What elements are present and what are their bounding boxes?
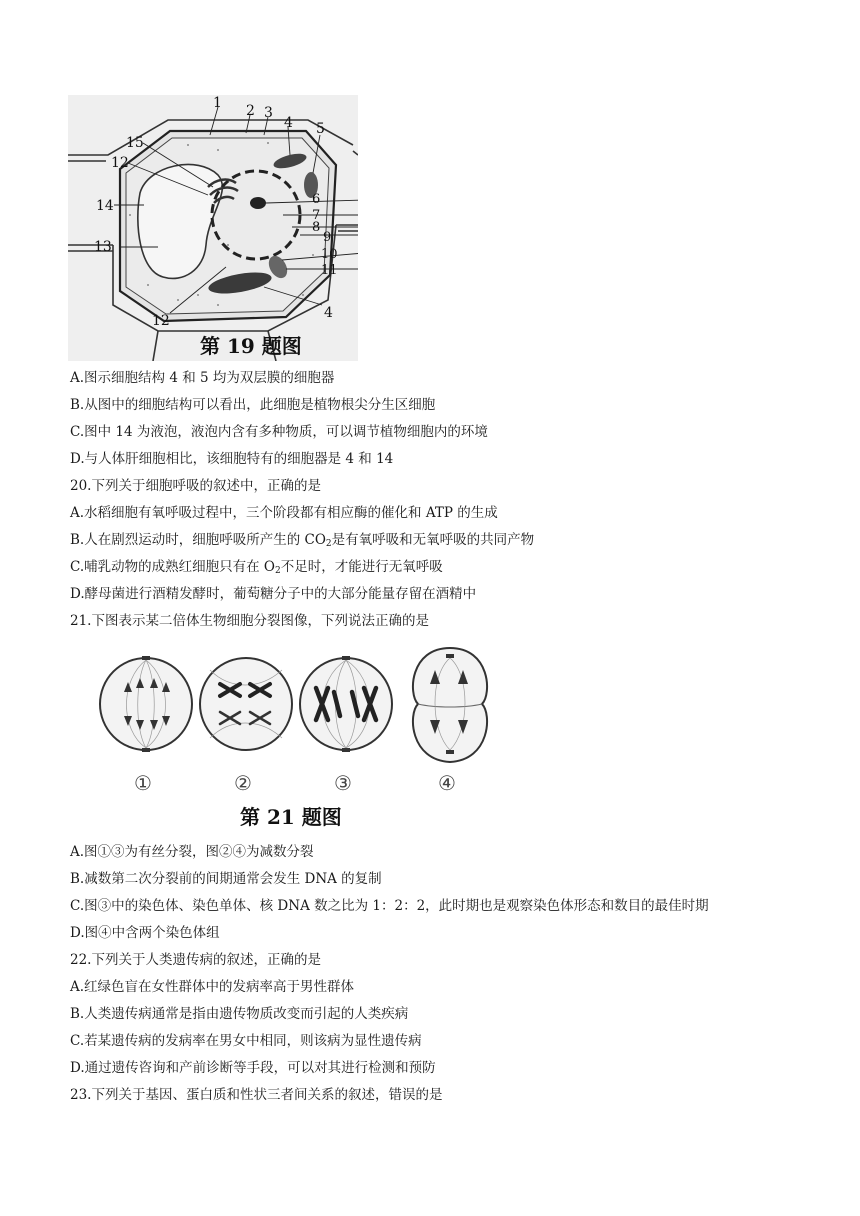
figure-19 [68, 95, 358, 361]
panel-label-2: ② [234, 771, 252, 795]
label-13: 13 [94, 239, 112, 255]
plant-cell-diagram [68, 95, 358, 361]
label-1: 1 [213, 95, 222, 111]
label-11: 11 [321, 263, 338, 278]
panel-label-4: ④ [438, 771, 456, 795]
label-12-lower: 12 [152, 313, 170, 329]
label-3: 3 [264, 105, 273, 121]
label-14: 14 [96, 198, 114, 214]
label-12: 12 [111, 155, 129, 171]
cell-1 [100, 656, 192, 752]
label-7: 7 [312, 208, 321, 223]
label-4: 4 [284, 115, 293, 131]
q20-option-b: B.人在剧烈运动时，细胞呼吸所产生的 $CO_2$是有氧呼吸和无氧呼吸的共同产物 [70, 532, 535, 549]
q19-option-c: C.图中 14 为液泡，液泡内含有多种物质，可以调节植物细胞内的环境 [70, 424, 488, 440]
panel-label-3: ③ [334, 771, 352, 795]
figure-19-caption: 第 19 题图 [200, 334, 302, 358]
q21-stem: 21.下图表示某二倍体生物细胞分裂图像，下列说法正确的是 [70, 613, 429, 629]
q21-option-a: A.图①③为有丝分裂，图②④为减数分裂 [70, 844, 314, 860]
q19-option-d: D.与人体肝细胞相比，该细胞特有的细胞器是 4 和 14 [70, 451, 394, 467]
q19-option-a: A.图示细胞结构 4 和 5 均为双层膜的细胞器 [70, 370, 335, 386]
q20-option-d: D.酵母菌进行酒精发酵时，葡萄糖分子中的大部分能量存留在酒精中 [70, 586, 477, 602]
q20-option-a: A.水稻细胞有氧呼吸过程中，三个阶段都有相应酶的催化和 ATP 的生成 [70, 505, 498, 521]
label-4-lower: 4 [324, 305, 333, 321]
q21-option-b: B.减数第二次分裂前的间期通常会发生 DNA 的复制 [70, 871, 382, 887]
label-10: 10 [321, 247, 338, 262]
label-15: 15 [126, 135, 144, 151]
q23-stem: 23.下列关于基因、蛋白质和性状三者间关系的叙述，错误的是 [70, 1087, 443, 1103]
q22-option-a: A.红绿色盲在女性群体中的发病率高于男性群体 [70, 979, 355, 995]
q22-option-c: C.若某遗传病的发病率在男女中相同，则该病为显性遗传病 [70, 1033, 422, 1049]
cell-division-diagram [90, 640, 500, 835]
figure-21-caption: 第 21 题图 [240, 805, 342, 829]
panel-label-1: ① [134, 771, 152, 795]
q21-option-d: D.图④中含两个染色体组 [70, 925, 220, 941]
q22-option-b: B.人类遗传病通常是指由遗传物质改变而引起的人类疾病 [70, 1006, 409, 1022]
q20-option-c: C.哺乳动物的成熟红细胞只有在 $O_2$不足时，才能进行无氧呼吸 [70, 559, 443, 576]
cell-3 [300, 656, 392, 752]
q20-stem: 20.下列关于细胞呼吸的叙述中，正确的是 [70, 478, 321, 494]
label-6: 6 [312, 192, 321, 207]
label-5: 5 [316, 121, 325, 137]
q21-option-c: C.图③中的染色体、染色单体、核 DNA 数之比为 1：2：2，此时期也是观察染色体形态和数目的最佳时期 [70, 898, 709, 914]
q22-stem: 22.下列关于人类遗传病的叙述，正确的是 [70, 952, 321, 968]
label-9: 9 [323, 230, 332, 245]
cell-4 [413, 648, 487, 762]
label-8: 8 [312, 220, 321, 235]
label-2: 2 [246, 103, 255, 119]
nucleolus [250, 197, 266, 209]
q19-option-b: B.从图中的细胞结构可以看出，此细胞是植物根尖分生区细胞 [70, 397, 436, 413]
figure-21 [90, 640, 500, 835]
cell-2 [200, 658, 292, 750]
q22-option-d: D.通过遗传咨询和产前诊断等手段，可以对其进行检测和预防 [70, 1060, 436, 1076]
